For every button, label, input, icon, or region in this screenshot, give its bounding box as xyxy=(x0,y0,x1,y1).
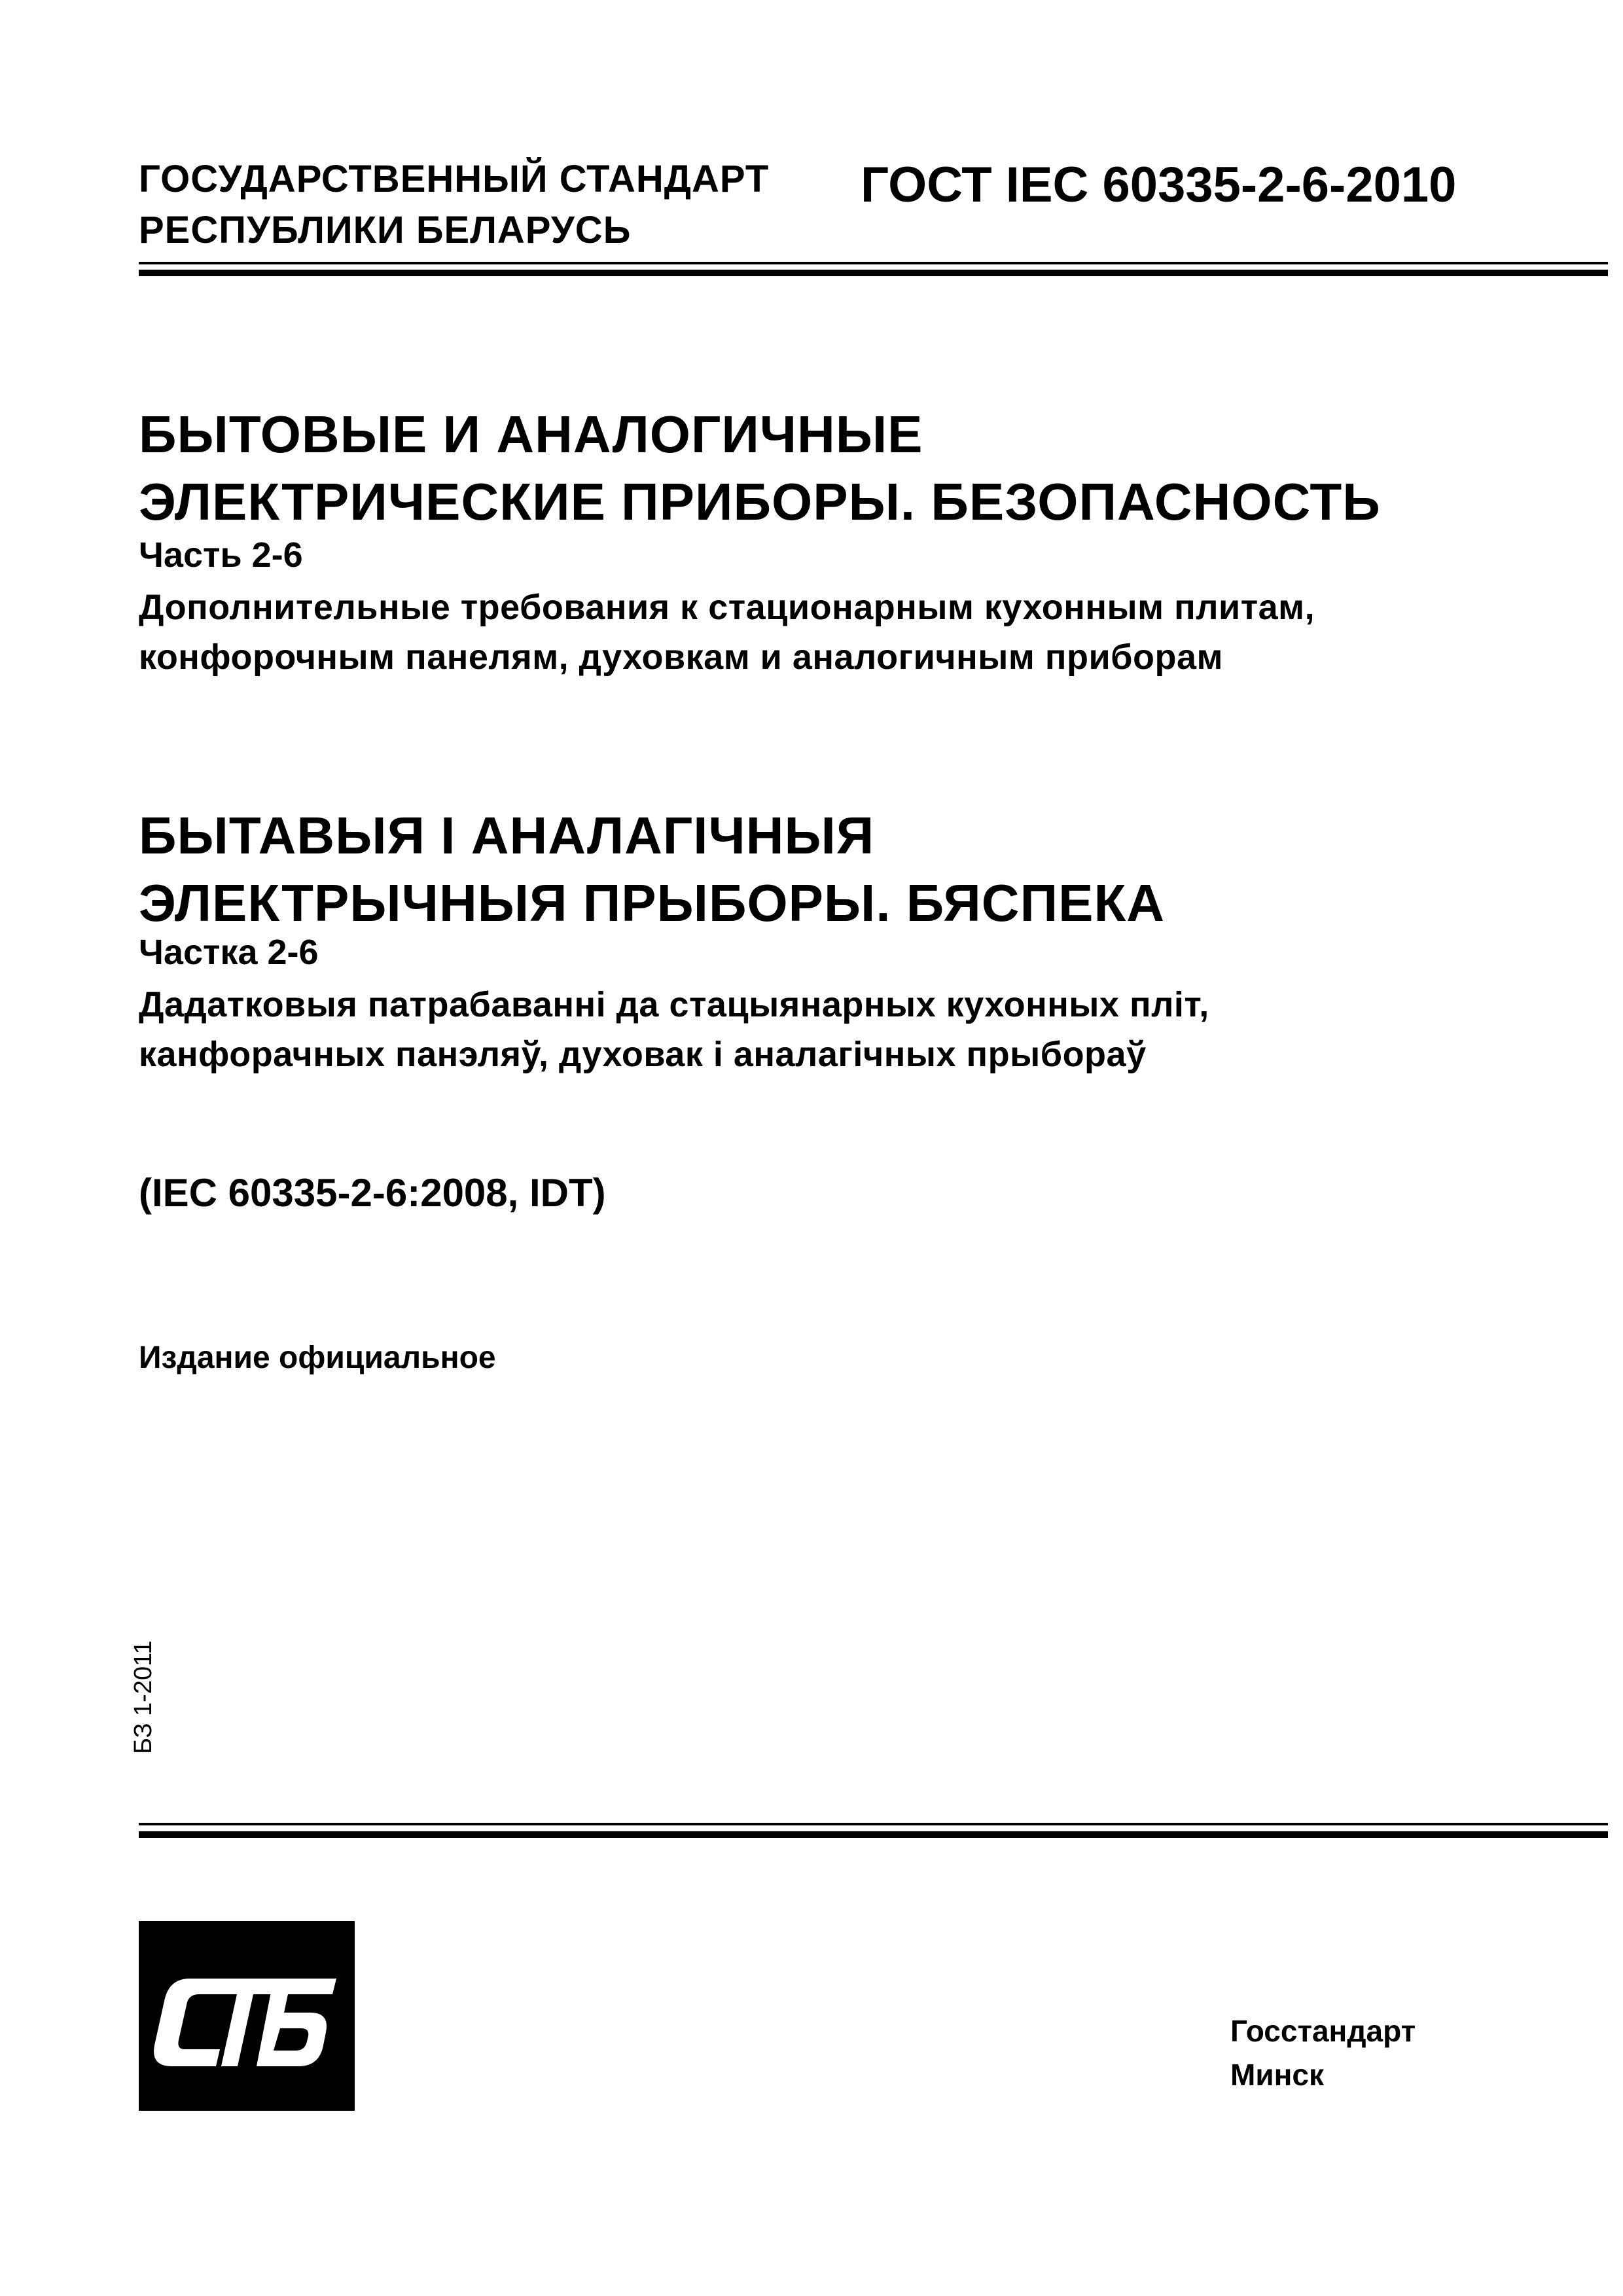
publisher-name: Госстандарт xyxy=(1230,2014,1416,2048)
header-rule-thin xyxy=(139,262,1608,264)
belarusian-title-line-2: ЭЛЕКТРЫЧНЫЯ ПРЫБОРЫ. БЯСПЕКА xyxy=(139,874,1166,932)
russian-subtitle-line-2: конфорочным панелям, духовкам и аналогичным приборам xyxy=(139,637,1223,677)
stb-logo-icon xyxy=(139,1921,355,2111)
russian-subtitle-line-1: Дополнительные требования к стационарным кухонным плитам, xyxy=(139,588,1315,627)
belarusian-title-line-1: БЫТАВЫЯ І АНАЛАГІЧНЫЯ xyxy=(139,806,875,865)
standard-code: ГОСТ IEC 60335-2-6-2010 xyxy=(861,157,1457,213)
iec-reference: (IEC 60335-2-6:2008, IDT) xyxy=(139,1171,606,1215)
russian-subtitle xyxy=(139,583,1315,682)
belarusian-title xyxy=(139,802,1165,937)
belarusian-subtitle xyxy=(139,980,1209,1079)
header-rule-thick xyxy=(139,270,1608,276)
russian-title-line-1: БЫТОВЫЕ И АНАЛОГИЧНЫЕ xyxy=(139,405,923,463)
edition-label: Издание официальное xyxy=(139,1340,496,1375)
russian-title xyxy=(139,401,1381,535)
org-line-2: РЕСПУБЛИКИ БЕЛАРУСЬ xyxy=(139,209,632,251)
footer-rule-thin xyxy=(139,1823,1608,1825)
belarusian-part: Частка 2-6 xyxy=(139,933,319,972)
org-line-1: ГОСУДАРСТВЕННЫЙ СТАНДАРТ xyxy=(139,158,770,200)
belarusian-subtitle-line-2: канфорачных панэляў, духовак і аналагічных прыбораў xyxy=(139,1035,1147,1074)
publisher-city: Минск xyxy=(1230,2058,1324,2092)
belarusian-subtitle-line-1: Дадатковыя патрабаванні да стацыянарных кухонных пліт, xyxy=(139,985,1209,1024)
issuing-organization xyxy=(139,154,769,256)
russian-part: Часть 2-6 xyxy=(139,535,303,575)
stb-logo xyxy=(139,1921,355,2111)
russian-title-line-2: ЭЛЕКТРИЧЕСКИЕ ПРИБОРЫ. БЕЗОПАСНОСТЬ xyxy=(139,473,1381,531)
footer-rule-thick xyxy=(139,1831,1608,1838)
vertical-code: БЗ 1-2011 xyxy=(130,1640,157,1754)
